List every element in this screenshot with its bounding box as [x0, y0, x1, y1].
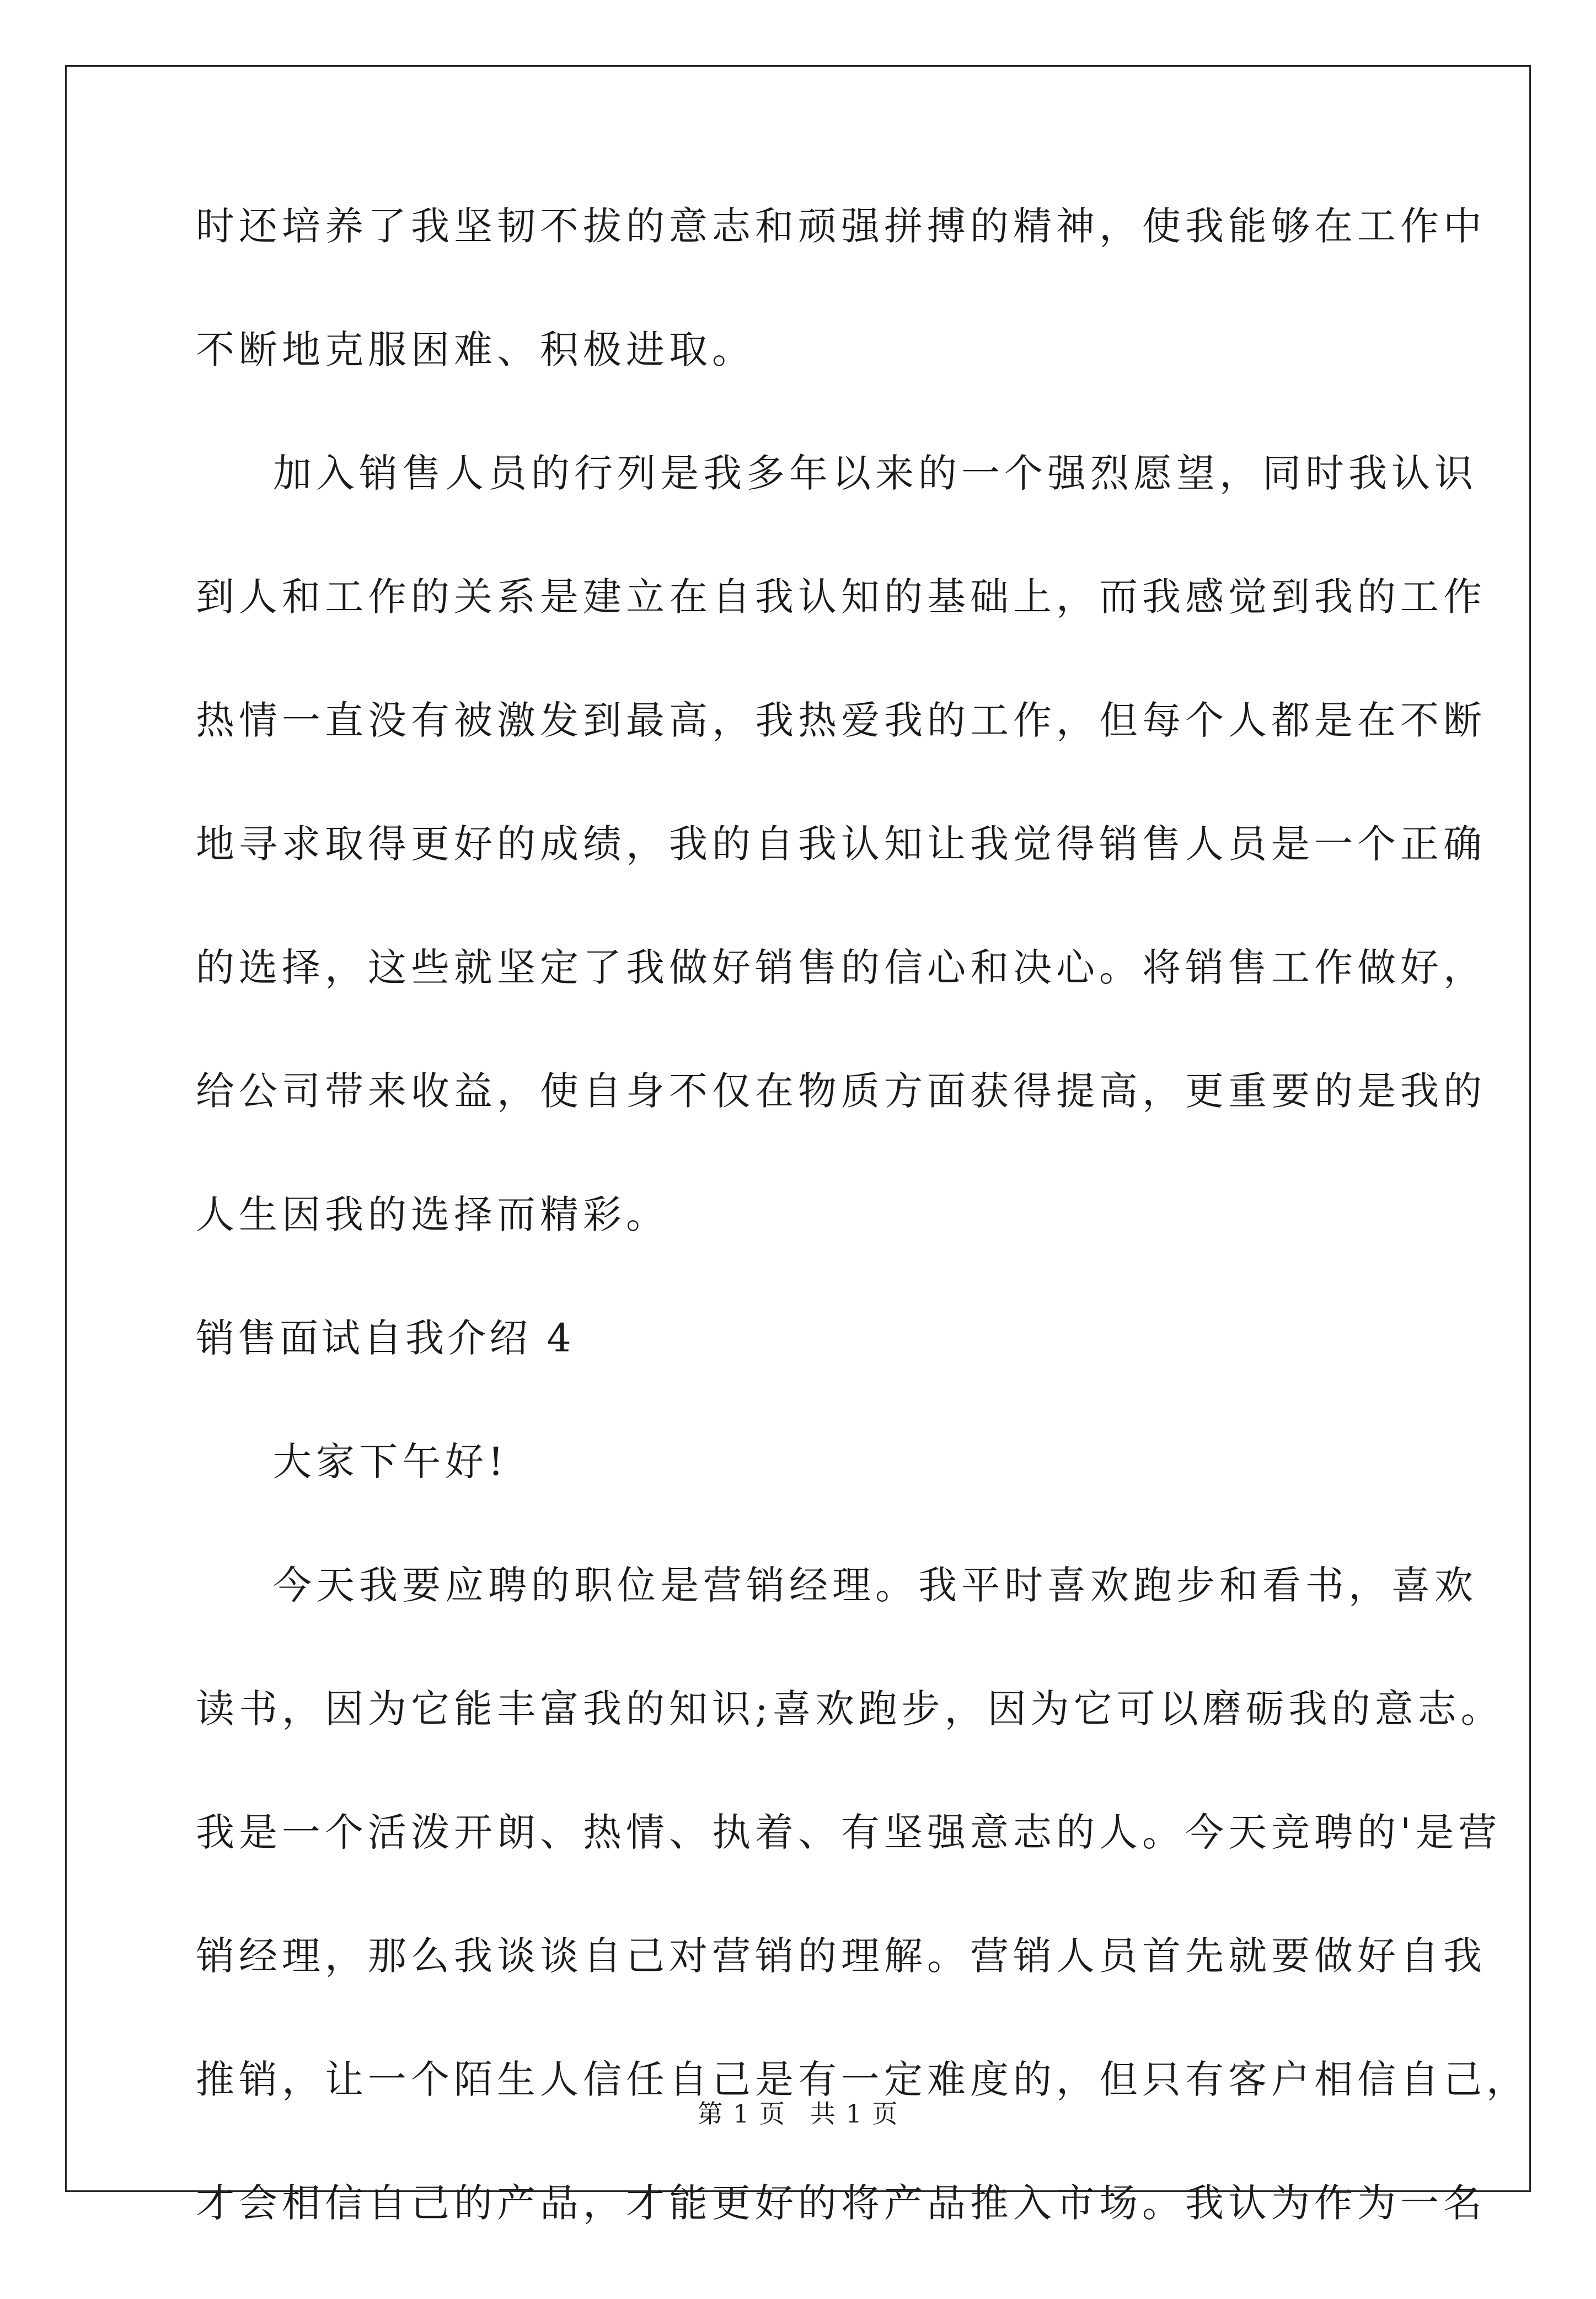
text-line: 读书，因为它能丰富我的知识;喜欢跑步，因为它可以磨砺我的意志。: [196, 1686, 1504, 1731]
page-footer: [0, 2097, 1596, 2130]
section-heading: 销售面试自我介绍 4: [196, 1316, 575, 1361]
text-line: 给公司带来收益，使自身不仅在物质方面获得提高，更重要的是我的: [196, 1068, 1486, 1114]
text-line: 的选择，这些就坚定了我做好销售的信心和决心。将销售工作做好，: [196, 945, 1486, 990]
text-line: 到人和工作的关系是建立在自我认知的基础上，而我感觉到我的工作: [196, 574, 1486, 619]
paragraph-start: 加入销售人员的行列是我多年以来的一个强烈愿望，同时我认识: [273, 451, 1477, 496]
page-total: 共 1 页: [810, 2099, 899, 2129]
paragraph-start: 今天我要应聘的职位是营销经理。我平时喜欢跑步和看书，喜欢: [273, 1563, 1477, 1608]
text-line: 才会相信自己的产品，才能更好的将产品推入市场。我认为作为一名: [196, 2180, 1486, 2226]
text-line: 人生因我的选择而精彩。: [196, 1192, 669, 1237]
page-number: 第 1 页: [697, 2099, 786, 2129]
text-line: 我是一个活泼开朗、热情、执着、有坚强意志的人。今天竞聘的'是营: [196, 1810, 1502, 1855]
text-line: 热情一直没有被激发到最高，我热爱我的工作，但每个人都是在不断: [196, 698, 1486, 743]
text-line: 时还培养了我坚韧不拔的意志和顽强拼搏的精神，使我能够在工作中: [196, 204, 1486, 249]
greeting-line: 大家下午好!: [273, 1439, 508, 1484]
document-body: [196, 199, 1529, 2299]
text-line: 不断地克服困难、积极进取。: [196, 327, 755, 372]
text-line: 销经理，那么我谈谈自己对营销的理解。营销人员首先就要做好自我: [196, 1933, 1486, 1979]
text-line: 地寻求取得更好的成绩，我的自我认知让我觉得销售人员是一个正确: [196, 821, 1486, 867]
text-line: 推销，让一个陌生人信任自己是有一定难度的，但只有客户相信自己，: [196, 2057, 1529, 2102]
